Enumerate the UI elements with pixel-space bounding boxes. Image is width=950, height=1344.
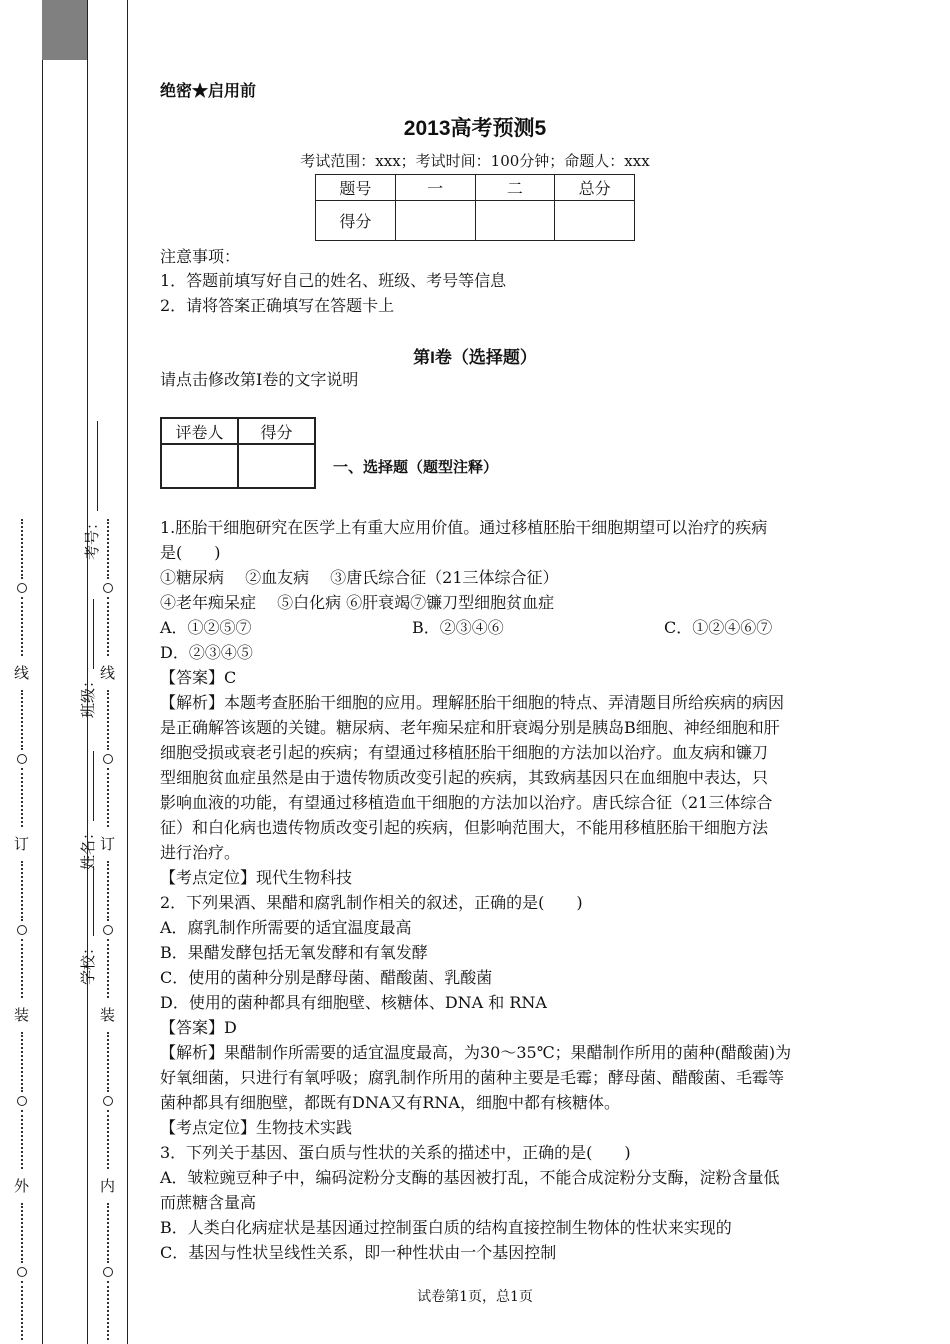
question-text: 3．下列关于基因、蛋白质与性状的关系的描述中，正确的是( ) (160, 1143, 631, 1162)
binding-gray-block (42, 0, 87, 60)
circle-icon (17, 925, 27, 935)
table-header-cell: 评卷人 (161, 418, 238, 444)
outer-binding-column (14, 515, 29, 1344)
circle-icon (103, 1267, 113, 1277)
circle-icon (103, 925, 113, 935)
secret-label: 绝密★启用前 (160, 83, 257, 100)
analysis-text: 【解析】果醋制作所需要的适宜温度最高，为30～35℃；果醋制作所用的菌种(醋酸菌)为 (160, 1043, 792, 1062)
analysis-text: 进行治疗。 (160, 843, 241, 862)
table-row-label: 得分 (316, 201, 396, 241)
analysis-text: 好氧细菌，只进行有氧呼吸；腐乳制作所用的菌种主要是毛霉；酵母菌、醋酸菌、毛霉等 (160, 1068, 785, 1087)
option-a: A．①②⑤⑦ (160, 618, 252, 637)
page-title: 2013高考预测5 (403, 117, 547, 140)
question-text: 2．下列果酒、果醋和腐乳制作相关的叙述，正确的是( ) (160, 893, 583, 912)
notice-title: 注意事项： (160, 247, 241, 266)
field-banji[interactable]: 班级： (77, 599, 98, 718)
binding-char: 外 (14, 1177, 30, 1195)
option-c: C．①②④⑥⑦ (664, 618, 773, 637)
option-text: B．人类白化病症状是基因通过控制蛋白质的结构直接控制生物体的性状来实现的 (160, 1218, 732, 1237)
question-text: ①糖尿病 ②血友病 ③唐氏综合征（21三体综合征） (160, 568, 559, 587)
binding-char: 线 (100, 664, 116, 682)
option-text: A．腐乳制作所需要的适宜温度最高 (160, 918, 412, 937)
binding-border-left (42, 0, 43, 1344)
inner-binding-column (100, 515, 115, 1344)
circle-icon (103, 583, 113, 593)
field-xuexiao[interactable]: 学校： (77, 866, 98, 985)
binding-char: 订 (14, 835, 30, 853)
circle-icon (17, 583, 27, 593)
field-kaohao[interactable]: 考号： (81, 421, 102, 560)
table-header-cell: 一 (395, 175, 475, 201)
notice-item: 1．答题前填写好自己的姓名、班级、考号等信息 (160, 271, 507, 290)
analysis-text: 影响血液的功能，有望通过移植造血干细胞的方法加以治疗。唐氏综合征（21三体综合 (160, 793, 773, 812)
circle-icon (17, 1096, 27, 1106)
table-header-cell: 题号 (316, 175, 396, 201)
option-text: D．使用的菌种都具有细胞壁、核糖体、DNA 和 RNA (160, 993, 547, 1012)
option-text: B．果醋发酵包括无氧发酵和有氧发酵 (160, 943, 428, 962)
score-cell[interactable] (475, 201, 555, 241)
circle-icon (17, 1267, 27, 1277)
score-cell[interactable] (395, 201, 475, 241)
circle-icon (17, 754, 27, 764)
option-text: C．使用的菌种分别是酵母菌、醋酸菌、乳酸菌 (160, 968, 493, 987)
analysis-text: 型细胞贫血症虽然是由于遗传物质改变引起的疾病，其致病基因只在血细胞中表达，只 (160, 768, 769, 787)
part-title: 一、选择题（题型注释） (333, 459, 499, 476)
grader-cell[interactable] (238, 444, 315, 488)
option-b: B．②③④⑥ (412, 618, 504, 637)
table-header-cell: 得分 (238, 418, 315, 444)
option-d: D．②③④⑤ (160, 643, 253, 662)
page-footer: 试卷第1页，总1页 (417, 1289, 533, 1305)
table-header-cell: 总分 (555, 175, 635, 201)
analysis-text: 菌种都具有细胞壁，都既有DNA又有RNA，细胞中都有核糖体。 (160, 1093, 620, 1112)
score-table (315, 174, 635, 241)
binding-char: 线 (14, 664, 30, 682)
option-text: A．皱粒豌豆种子中，编码淀粉分支酶的基因被打乱，不能合成淀粉分支酶，淀粉含量低 (160, 1168, 780, 1187)
analysis-text: 是正确解答该题的关键。糖尿病、老年痴呆症和肝衰竭分别是胰岛B细胞、神经细胞和肝 (160, 718, 780, 737)
exam-info: 考试范围：xxx；考试时间：100分钟；命题人：xxx (300, 152, 650, 170)
binding-char: 内 (100, 1177, 116, 1195)
analysis-text: 征）和白化病也遗传物质改变引起的疾病，但影响范围大，不能用移植胚胎干细胞方法 (160, 818, 769, 837)
question-text: 1.胚胎干细胞研究在医学上有重大应用价值。通过移植胚胎干细胞期望可以治疗的疾病 (160, 518, 768, 537)
binding-border-right (127, 0, 128, 1344)
analysis-text: 细胞受损或衰老引起的疾病；有望通过移植胚胎干细胞的方法加以治疗。血友病和镰刀 (160, 743, 769, 762)
binding-char: 装 (100, 1006, 116, 1024)
circle-icon (103, 1096, 113, 1106)
binding-char: 订 (100, 835, 116, 853)
answer-text: 【答案】C (160, 668, 237, 687)
option-text: 而蔗糖含量高 (160, 1193, 257, 1212)
topic-text: 【考点定位】现代生物科技 (160, 868, 353, 887)
grader-table (160, 417, 316, 489)
analysis-text: 【解析】本题考查胚胎干细胞的应用。理解胚胎干细胞的特点、弄清题目所给疾病的病因 (160, 693, 785, 712)
section-title: 第I卷（选择题） (413, 348, 537, 367)
topic-text: 【考点定位】生物技术实践 (160, 1118, 353, 1137)
question-text: 是( ) (160, 543, 221, 562)
circle-icon (103, 754, 113, 764)
answer-text: 【答案】D (160, 1018, 237, 1037)
grader-cell[interactable] (161, 444, 238, 488)
binding-char: 装 (14, 1006, 30, 1024)
score-cell[interactable] (555, 201, 635, 241)
field-xingming[interactable]: 姓名： (77, 751, 98, 870)
table-header-cell: 二 (475, 175, 555, 201)
option-text: C．基因与性状呈线性关系，即一种性状由一个基因控制 (160, 1243, 557, 1262)
notice-item: 2．请将答案正确填写在答题卡上 (160, 296, 395, 315)
question-text: ④老年痴呆症 ⑤白化病 ⑥肝衰竭⑦镰刀型细胞贫血症 (160, 593, 555, 612)
section-desc[interactable]: 请点击修改第I卷的文字说明 (160, 370, 359, 389)
